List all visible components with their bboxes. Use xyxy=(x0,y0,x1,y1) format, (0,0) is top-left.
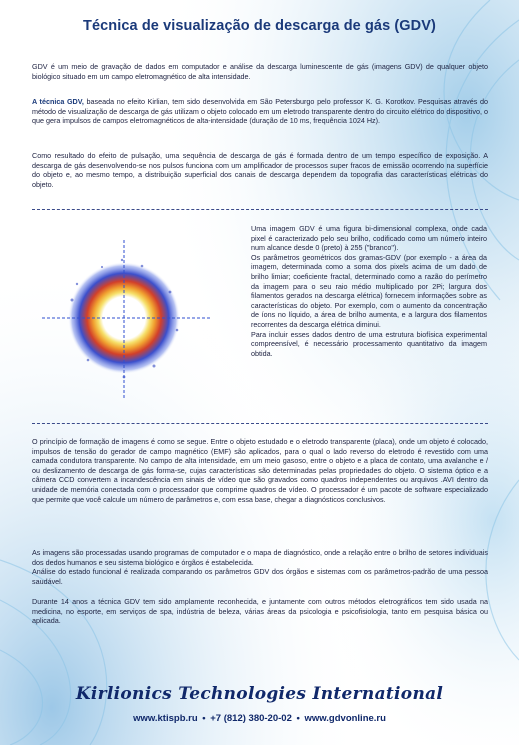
history-paragraph: Durante 14 anos a técnica GDV tem sido amplamente reconhecida, e juntamente com outros métodos eletrográficos tem sido usada na medicina, no esporte, em serviços de spa, indústria de beleza, várias áreas da psicologia e psicofisiologia, tanto em pesquisa básica ou aplicada. xyxy=(32,597,488,626)
side-paragraph-1: Uma imagem GDV é uma figura bi-dimensional complexa, onde cada pixel é caracterizado pelo seu brilho, codificado como um número inteiro num alcance desde 0 (preto) à 255 ("branco"). xyxy=(251,224,487,253)
technique-text: baseada no efeito Kirlian, tem sido desenvolvida em São Petersburgo pelo professor K. G. Korotkov. Pesquisas através do método de visualização de descarga de gás utilizam o objeto colocado em um eletrodo transparente dentro do circuito elétrico do dispositivo, o que gera impulsos de campos eletromagnéticos de alta-intensidade (duração de 10 ms, frequência 1024 Hz). xyxy=(32,97,488,126)
section-divider-top xyxy=(32,209,488,210)
intro-paragraph: GDV é um meio de gravação de dados em computador e análise da descarga luminescente de gás (imagens GDV) de qualquer objeto biológico situado em um campo eletromagnético de alta intensidade. xyxy=(32,62,488,81)
gdv-description xyxy=(251,224,487,358)
page-title: Técnica de visualização de descarga de gás (GDV) xyxy=(83,18,436,34)
technique-lead: A técnica GDV, xyxy=(32,97,84,106)
processing-paragraph: As imagens são processadas usando programas de computador e o mapa de diagnóstico, onde a relação entre o brilho de setores individuais dos dedos humanos e seu sistema biológico e órgãos é estabelecida. xyxy=(32,548,488,567)
phone-number: +7 (812) 380-20-02 xyxy=(210,713,292,724)
section-divider-bottom xyxy=(32,423,488,424)
side-paragraph-3: Para incluir esses dados dentro de uma estrutura biofísica experimental compreensível, é necessário processamento quantitativo da imagem obtida. xyxy=(251,329,487,358)
pulse-paragraph: Como resultado do efeito de pulsação, uma sequência de descarga de gás é formada dentro de um tempo específico de exposição. A descarga de gás desenvolvendo-se nos pulsos funciona com um amplificador de processos super fracos de emissão ocorrendo na superfície do objeto e, ao mesmo tempo, a distribuição superficial dos canais de descarga dependem da topografia das características elétricas do objeto. xyxy=(32,151,488,189)
analysis-paragraph: Análise do estado funcional é realizada comparando os parâmetros GDV dos órgãos e sistemas com os parâmetros-padrão de uma pessoa saudável. xyxy=(32,567,488,586)
separator-dot: • xyxy=(202,713,206,724)
company-brand: Kirlionics Technologies International xyxy=(75,684,444,704)
website-link-gdvonline[interactable]: www.gdvonline.ru xyxy=(304,713,386,724)
side-paragraph-2: Os parâmetros geométricos dos gramas-GDV (por exemplo - a área da imagem, determinada como a soma dos pixels acima de um dado de brilho limiar; coeficiente fractal, determinado como a razão do perímetro da imagem para o seu raio médio multiplicado por 2Pi; largura dos filamentos gerados na descarga elétrica) fornecem informações sobre as características do objeto. Por exemplo, com o aumento da concentração de íons no líquido, a área de brilho aumenta, e a largura dos filamentos recorrentes da descarga elétrica diminui. xyxy=(251,252,487,329)
gdv-glow-image xyxy=(42,240,212,400)
separator-dot: • xyxy=(296,713,300,724)
contact-line xyxy=(0,713,519,724)
technique-paragraph xyxy=(32,97,488,126)
principle-paragraph: O princípio de formação de imagens é como se segue. Entre o objeto estudado e o eletrodo transparente (placa), onde um objeto é colocado, impulsos de tensão do gerador de campo magnético (EMF) são aplicados, para o qual o lado reverso do eletrodo é revestido com uma camada condutora transparente. No campo de alta intensidade, em um meio gasoso, entre o objeto e a placa de contato, uma avalanche e / ou deslizamento de descarga de gás forma-se, cujas características são determinadas pelas propriedades do objeto. O sistema óptico e a câmera CCD convertem a incandescência em sinais de vídeo que são gravados como quadros independentes ou arquivos .AVI dentro da unidade de memória conectada com o processador que comprime quadros de vídeo. O processador é um pacote de software especializado que permite que você calcule um número de parâmetros e, com essa base, chegar a diagnósticos conclusivos. xyxy=(32,437,488,504)
website-link-ktispb[interactable]: www.ktispb.ru xyxy=(133,713,198,724)
